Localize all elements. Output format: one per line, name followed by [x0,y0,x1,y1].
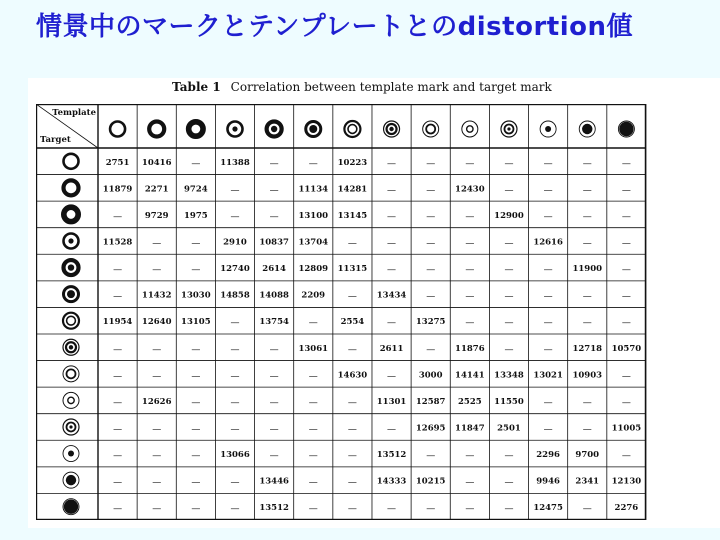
distortion-value: 13021 [533,370,563,381]
distortion-value: 13061 [298,343,329,354]
empty-cell-dash: — [347,345,357,356]
distortion-value: 2910 [223,237,247,248]
empty-cell-dash: — [308,424,318,435]
empty-cell-dash: — [269,159,279,170]
distortion-value: 9700 [575,450,600,461]
empty-cell-dash: — [191,504,201,515]
template-ring-heavy-icon [149,122,164,137]
empty-cell-dash: — [621,212,631,223]
target-double-ring-dot-icon [63,339,79,355]
distortion-value: 13066 [220,450,250,461]
empty-cell-dash: — [387,185,397,196]
distortion-value: 11315 [337,264,368,275]
distortion-value: 14141 [455,370,485,381]
empty-cell-dash: — [543,398,553,409]
target-ring-dot-large-icon [64,287,79,302]
distortion-value: 3000 [418,370,443,381]
distortion-value: 13100 [298,210,329,221]
empty-cell-dash: — [191,478,201,489]
distortion-value: 11432 [141,290,172,301]
empty-cell-dash: — [269,398,279,409]
distortion-value: 9724 [184,184,208,195]
distortion-value: 13145 [337,210,368,221]
distortion-value: 12695 [415,423,446,434]
empty-cell-dash: — [269,371,279,382]
empty-cell-dash: — [113,398,123,409]
empty-cell-dash: — [387,265,397,276]
target-ring-dot-thick-icon [64,233,79,248]
empty-cell-dash: — [230,185,240,196]
distortion-value: 13030 [181,290,211,301]
template-ring-inner-dot-icon [501,121,517,137]
empty-cell-dash: — [191,371,201,382]
empty-cell-dash: — [269,185,279,196]
distortion-value: 9946 [536,476,560,487]
bottom-stripe [0,528,720,540]
empty-cell-dash: — [621,185,631,196]
distortion-value: 1975 [184,210,208,221]
distortion-value: 14281 [337,184,368,195]
empty-cell-dash: — [621,159,631,170]
empty-cell-dash: — [230,345,240,356]
target-solid-dot-large-icon [63,499,79,515]
template-solid-dot-medium-icon [579,121,595,137]
distortion-value: 12640 [141,317,172,328]
empty-cell-dash: — [113,424,123,435]
empty-cell-dash: — [543,318,553,329]
empty-cell-dash: — [543,424,553,435]
empty-cell-dash: — [113,265,123,276]
target-ring-thick-icon [64,154,79,169]
empty-cell-dash: — [387,371,397,382]
left-stripe [0,78,28,540]
target-double-ring-icon [63,313,79,329]
distortion-value: 12626 [141,396,172,407]
empty-cell-dash: — [269,424,279,435]
distortion-value: 13704 [298,237,329,248]
distortion-value: 11005 [611,423,642,434]
empty-cell-dash: — [191,159,201,170]
distortion-value: 12900 [494,210,524,221]
distortion-value: 11879 [102,184,133,195]
distortion-value: 2501 [497,423,521,434]
corner-template-label: Template [52,108,96,118]
distortion-value: 12130 [611,476,642,487]
empty-cell-dash: — [113,478,123,489]
slide-title: 情景中のマークとテンプレートとのdistortion値 [36,12,633,42]
empty-cell-dash: — [347,292,357,303]
distortion-value: 13754 [259,317,289,328]
empty-cell-dash: — [621,292,631,303]
template-ring-heaviest-icon [189,122,203,136]
distortion-value: 13105 [181,317,211,328]
empty-cell-dash: — [113,371,123,382]
template-ring-dot-heavy-icon [267,122,282,137]
distortion-value: 11528 [102,237,133,248]
empty-cell-dash: — [621,265,631,276]
target-solid-dot-medium-icon [63,472,79,488]
empty-cell-dash: — [543,265,553,276]
table-label: Table 1 [172,80,221,94]
empty-cell-dash: — [426,451,436,462]
distortion-value: 12475 [533,503,563,514]
empty-cell-dash: — [621,318,631,329]
empty-cell-dash: — [582,159,592,170]
empty-cell-dash: — [191,424,201,435]
distortion-value: 12616 [533,237,563,248]
empty-cell-dash: — [543,212,553,223]
distortion-value: 2271 [144,184,169,195]
distortion-value: 2296 [536,450,560,461]
empty-cell-dash: — [269,345,279,356]
empty-cell-dash: — [152,238,162,249]
empty-cell-dash: — [308,478,318,489]
empty-cell-dash: — [465,292,475,303]
empty-cell-dash: — [308,451,318,462]
empty-cell-dash: — [582,212,592,223]
empty-cell-dash: — [387,212,397,223]
distortion-value: 10837 [259,237,289,248]
distortion-value: 2611 [379,343,404,354]
empty-cell-dash: — [269,212,279,223]
empty-cell-dash: — [426,292,436,303]
empty-cell-dash: — [504,159,514,170]
empty-cell-dash: — [230,212,240,223]
distortion-value: 14088 [259,290,289,301]
distortion-value: 10215 [415,476,446,487]
template-ring-thick-icon [110,122,125,137]
empty-cell-dash: — [347,424,357,435]
table-caption [172,80,552,94]
empty-cell-dash: — [347,238,357,249]
empty-cell-dash: — [621,398,631,409]
empty-cell-dash: — [113,212,123,223]
empty-cell-dash: — [504,318,514,329]
empty-cell-dash: — [465,451,475,462]
empty-cell-dash: — [191,265,201,276]
empty-cell-dash: — [347,504,357,515]
empty-cell-dash: — [152,345,162,356]
empty-cell-dash: — [230,318,240,329]
empty-cell-dash: — [426,238,436,249]
distortion-value: 11301 [376,396,407,407]
empty-cell-dash: — [582,424,592,435]
distortion-value: 11900 [572,264,603,275]
distortion-value: 10903 [572,370,603,381]
distortion-value: 12809 [298,264,329,275]
distortion-value: 12430 [455,184,485,195]
template-solid-dot-large-icon [618,121,634,137]
distortion-value: 2276 [614,503,639,514]
empty-cell-dash: — [387,238,397,249]
empty-cell-dash: — [504,292,514,303]
distortion-value: 14858 [220,290,250,301]
distortion-value: 2614 [262,264,286,275]
empty-cell-dash: — [230,398,240,409]
correlation-grid [36,104,656,520]
target-solid-dot-small-icon [63,446,79,462]
correlation-table [36,104,656,520]
empty-cell-dash: — [504,185,514,196]
empty-cell-dash: — [113,504,123,515]
empty-cell-dash: — [582,292,592,303]
empty-cell-dash: — [465,265,475,276]
empty-cell-dash: — [543,345,553,356]
template-solid-dot-small-icon [540,121,556,137]
empty-cell-dash: — [230,478,240,489]
target-ring-dot-heavy-icon [64,260,79,275]
template-double-ring-dot-icon [384,121,400,137]
empty-cell-dash: — [465,159,475,170]
template-ring-dot-large-icon [306,122,321,137]
distortion-value: 2341 [575,476,600,487]
empty-cell-dash: — [387,424,397,435]
empty-cell-dash: — [191,238,201,249]
empty-cell-dash: — [504,451,514,462]
empty-cell-dash: — [582,318,592,329]
distortion-value: 2554 [340,317,365,328]
empty-cell-dash: — [621,238,631,249]
empty-cell-dash: — [465,238,475,249]
distortion-value: 11876 [455,343,485,354]
empty-cell-dash: — [113,345,123,356]
empty-cell-dash: — [426,504,436,515]
distortion-value: 13446 [259,476,289,487]
distortion-value: 13512 [376,450,407,461]
template-thin-ring-ring-icon [423,121,439,137]
empty-cell-dash: — [113,451,123,462]
empty-cell-dash: — [465,212,475,223]
empty-cell-dash: — [465,504,475,515]
empty-cell-dash: — [347,398,357,409]
target-ring-heavy-icon [64,180,79,195]
empty-cell-dash: — [582,398,592,409]
empty-cell-dash: — [113,292,123,303]
empty-cell-dash: — [465,478,475,489]
corner-target-label: Target [40,135,71,145]
empty-cell-dash: — [543,159,553,170]
empty-cell-dash: — [152,265,162,276]
empty-cell-dash: — [543,185,553,196]
empty-cell-dash: — [387,318,397,329]
distortion-value: 2525 [457,396,482,407]
empty-cell-dash: — [230,424,240,435]
target-ring-heaviest-icon [64,207,78,221]
empty-cell-dash: — [543,292,553,303]
empty-cell-dash: — [152,371,162,382]
table-caption-text: Correlation between template mark and target mark [230,80,552,94]
empty-cell-dash: — [582,238,592,249]
empty-cell-dash: — [230,504,240,515]
empty-cell-dash: — [621,451,631,462]
empty-cell-dash: — [504,504,514,515]
empty-cell-dash: — [308,371,318,382]
distortion-value: 11847 [455,423,485,434]
empty-cell-dash: — [504,265,514,276]
empty-cell-dash: — [347,478,357,489]
empty-cell-dash: — [152,504,162,515]
empty-cell-dash: — [308,504,318,515]
distortion-value: 11134 [298,184,329,195]
distortion-value: 11954 [102,317,133,328]
empty-cell-dash: — [191,345,201,356]
distortion-value: 10223 [337,157,368,168]
distortion-value: 2751 [105,157,130,168]
empty-cell-dash: — [387,159,397,170]
distortion-value: 13348 [494,370,524,381]
distortion-value: 10416 [141,157,172,168]
empty-cell-dash: — [465,318,475,329]
empty-cell-dash: — [269,451,279,462]
empty-cell-dash: — [191,398,201,409]
distortion-value: 12587 [415,396,446,407]
empty-cell-dash: — [426,212,436,223]
distortion-value: 10570 [611,343,642,354]
target-thin-ring-ring-icon [63,366,79,382]
empty-cell-dash: — [230,371,240,382]
distortion-value: 12740 [220,264,250,275]
empty-cell-dash: — [621,371,631,382]
distortion-value: 14333 [376,476,407,487]
distortion-value: 11550 [494,396,524,407]
empty-cell-dash: — [152,424,162,435]
distortion-value: 13434 [376,290,407,301]
template-double-ring-icon [344,121,360,137]
target-thin-ring-small-icon [63,392,79,408]
distortion-value: 9729 [144,210,169,221]
empty-cell-dash: — [152,478,162,489]
empty-cell-dash: — [426,345,436,356]
empty-cell-dash: — [152,451,162,462]
distortion-value: 13275 [415,317,446,328]
empty-cell-dash: — [387,504,397,515]
empty-cell-dash: — [504,345,514,356]
empty-cell-dash: — [308,159,318,170]
empty-cell-dash: — [504,238,514,249]
distortion-value: 11388 [220,157,250,168]
distortion-value: 14630 [337,370,368,381]
empty-cell-dash: — [308,318,318,329]
empty-cell-dash: — [426,185,436,196]
empty-cell-dash: — [582,504,592,515]
template-thin-ring-small-icon [462,121,478,137]
target-ring-inner-dot-icon [63,419,79,435]
empty-cell-dash: — [426,265,436,276]
empty-cell-dash: — [504,478,514,489]
distortion-value: 2209 [301,290,326,301]
empty-cell-dash: — [347,451,357,462]
distortion-value: 12718 [572,343,603,354]
empty-cell-dash: — [191,451,201,462]
empty-cell-dash: — [308,398,318,409]
template-ring-dot-thick-icon [227,122,242,137]
distortion-value: 13512 [259,503,289,514]
empty-cell-dash: — [582,185,592,196]
empty-cell-dash: — [426,159,436,170]
